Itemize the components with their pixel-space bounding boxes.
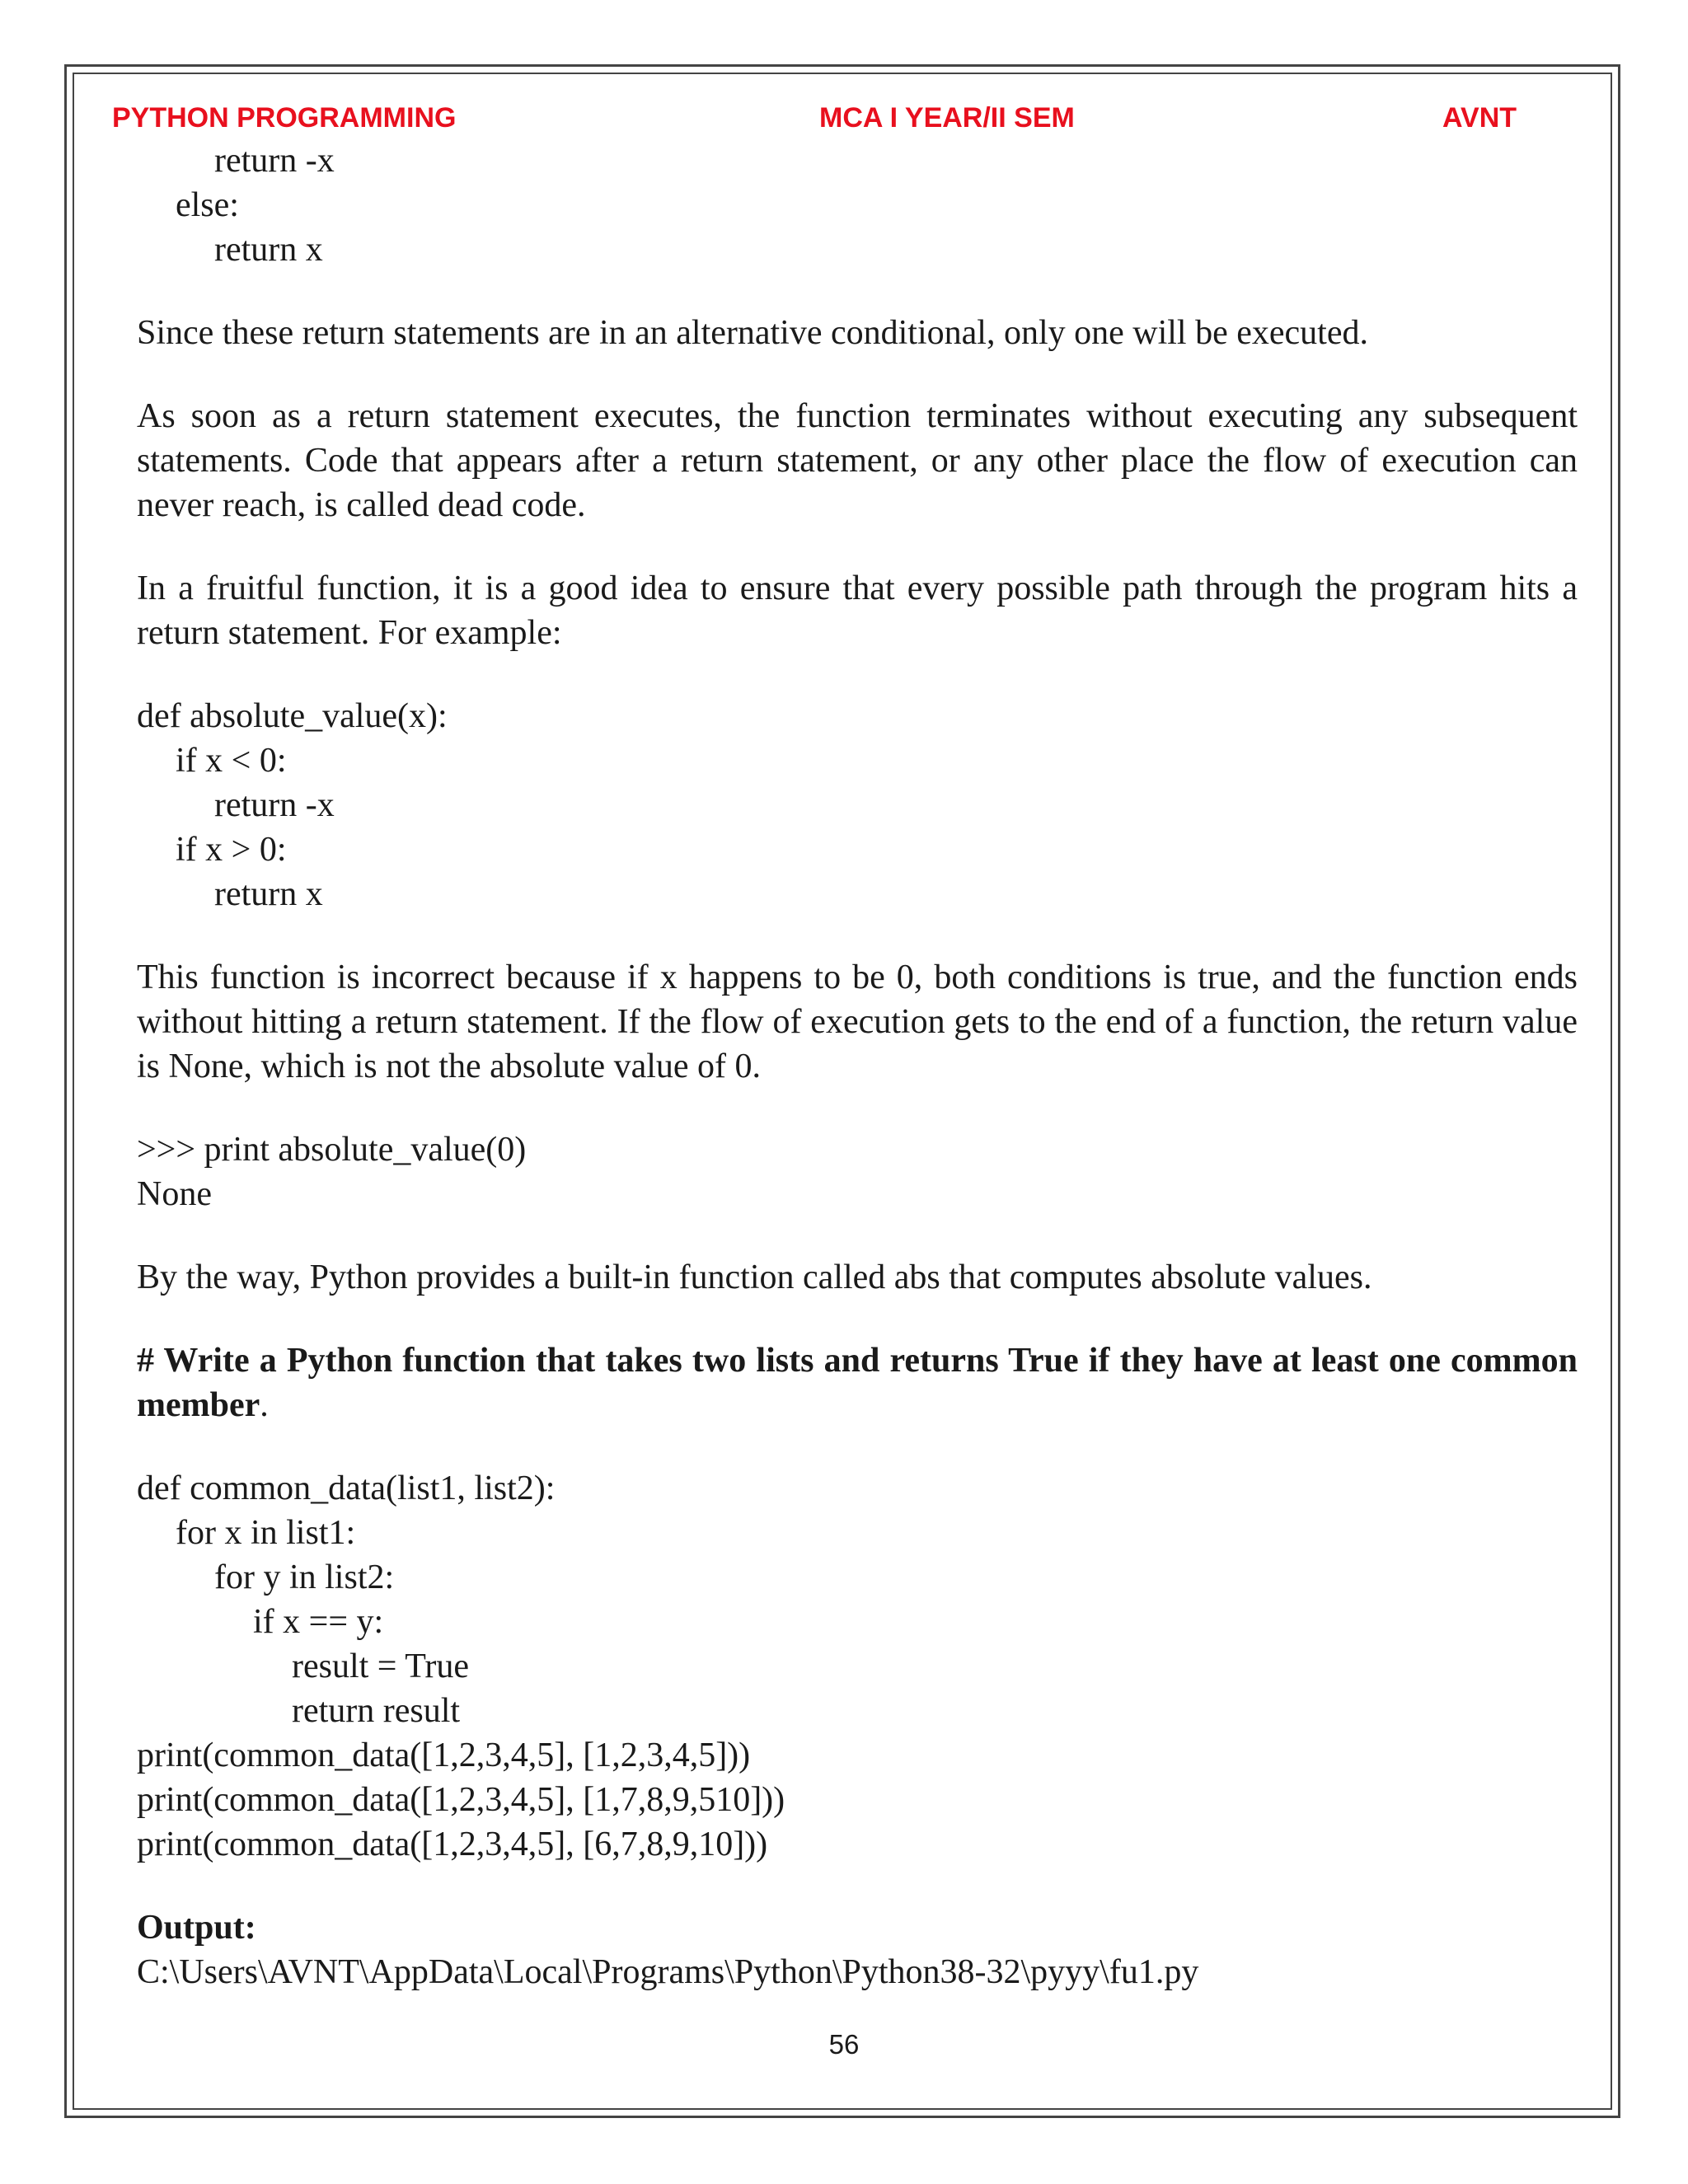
- code-line: >>> print absolute_value(0): [137, 1131, 527, 1169]
- code-line: return -x: [214, 142, 335, 180]
- paragraph-abs-builtin: By the way, Python provides a built-in function called abs that computes absolute values.: [137, 1258, 1372, 1296]
- code-block-absolute-value: [137, 694, 1578, 916]
- exercise-heading-text: # Write a Python function that takes two lists and returns True if they have at least one common member: [137, 1342, 1578, 1424]
- code-line: return -x: [214, 786, 335, 824]
- paragraph-incorrect-function: This function is incorrect because if x happens to be 0, both conditions is true, and the function ends without hitting a return statement. If the flow of execution gets to the end of a function, the return value is None, which is not the absolute value of 0.: [137, 958, 1578, 1085]
- code-line: for x in list1:: [176, 1514, 356, 1552]
- page-content: [137, 138, 1578, 1994]
- paragraph-fruitful-function: In a fruitful function, it is a good idea to ensure that every possible path through the program hits a return statement. For example:: [137, 569, 1578, 652]
- exercise-heading-period: .: [260, 1386, 269, 1424]
- header-year-semester: MCA I YEAR/II SEM: [819, 102, 1075, 134]
- code-line: def common_data(list1, list2):: [137, 1469, 556, 1507]
- code-line: if x < 0:: [176, 742, 287, 780]
- code-line: return result: [292, 1692, 461, 1730]
- page-header: [0, 102, 1688, 142]
- code-line: result = True: [292, 1647, 470, 1685]
- output-label: Output:: [137, 1909, 256, 1947]
- code-line: print(common_data([1,2,3,4,5], [6,7,8,9,10])): [137, 1825, 768, 1863]
- header-institution: AVNT: [1442, 102, 1517, 134]
- code-line: if x == y:: [253, 1603, 384, 1641]
- code-line: else:: [176, 186, 239, 224]
- paragraph-alternative-conditional: Since these return statements are in an alternative conditional, only one will be executed.: [137, 314, 1368, 352]
- header-course-title: PYTHON PROGRAMMING: [112, 102, 457, 134]
- code-line: for y in list2:: [214, 1558, 395, 1596]
- exercise-heading: [137, 1338, 1578, 1427]
- code-block-common-data: [137, 1466, 1578, 1867]
- code-line: None: [137, 1175, 212, 1213]
- code-line: def absolute_value(x):: [137, 697, 448, 735]
- code-block-interpreter: [137, 1127, 1578, 1216]
- output-path: C:\Users\AVNT\AppData\Local\Programs\Python\Python38-32\pyyy\fu1.py: [137, 1953, 1199, 1991]
- code-line: print(common_data([1,2,3,4,5], [1,7,8,9,510])): [137, 1781, 785, 1819]
- code-line: return x: [214, 231, 323, 269]
- code-line: print(common_data([1,2,3,4,5], [1,2,3,4,5])): [137, 1736, 751, 1774]
- code-line: if x > 0:: [176, 831, 287, 869]
- code-block-fragment: [137, 138, 1578, 272]
- page-number: 56: [828, 2029, 860, 2060]
- paragraph-dead-code: As soon as a return statement executes, the function terminates without executing any subsequent statements. Code that appears after a return statement, or any other place the flow of execution can never reach, is called dead code.: [137, 397, 1578, 524]
- code-line: return x: [214, 875, 323, 913]
